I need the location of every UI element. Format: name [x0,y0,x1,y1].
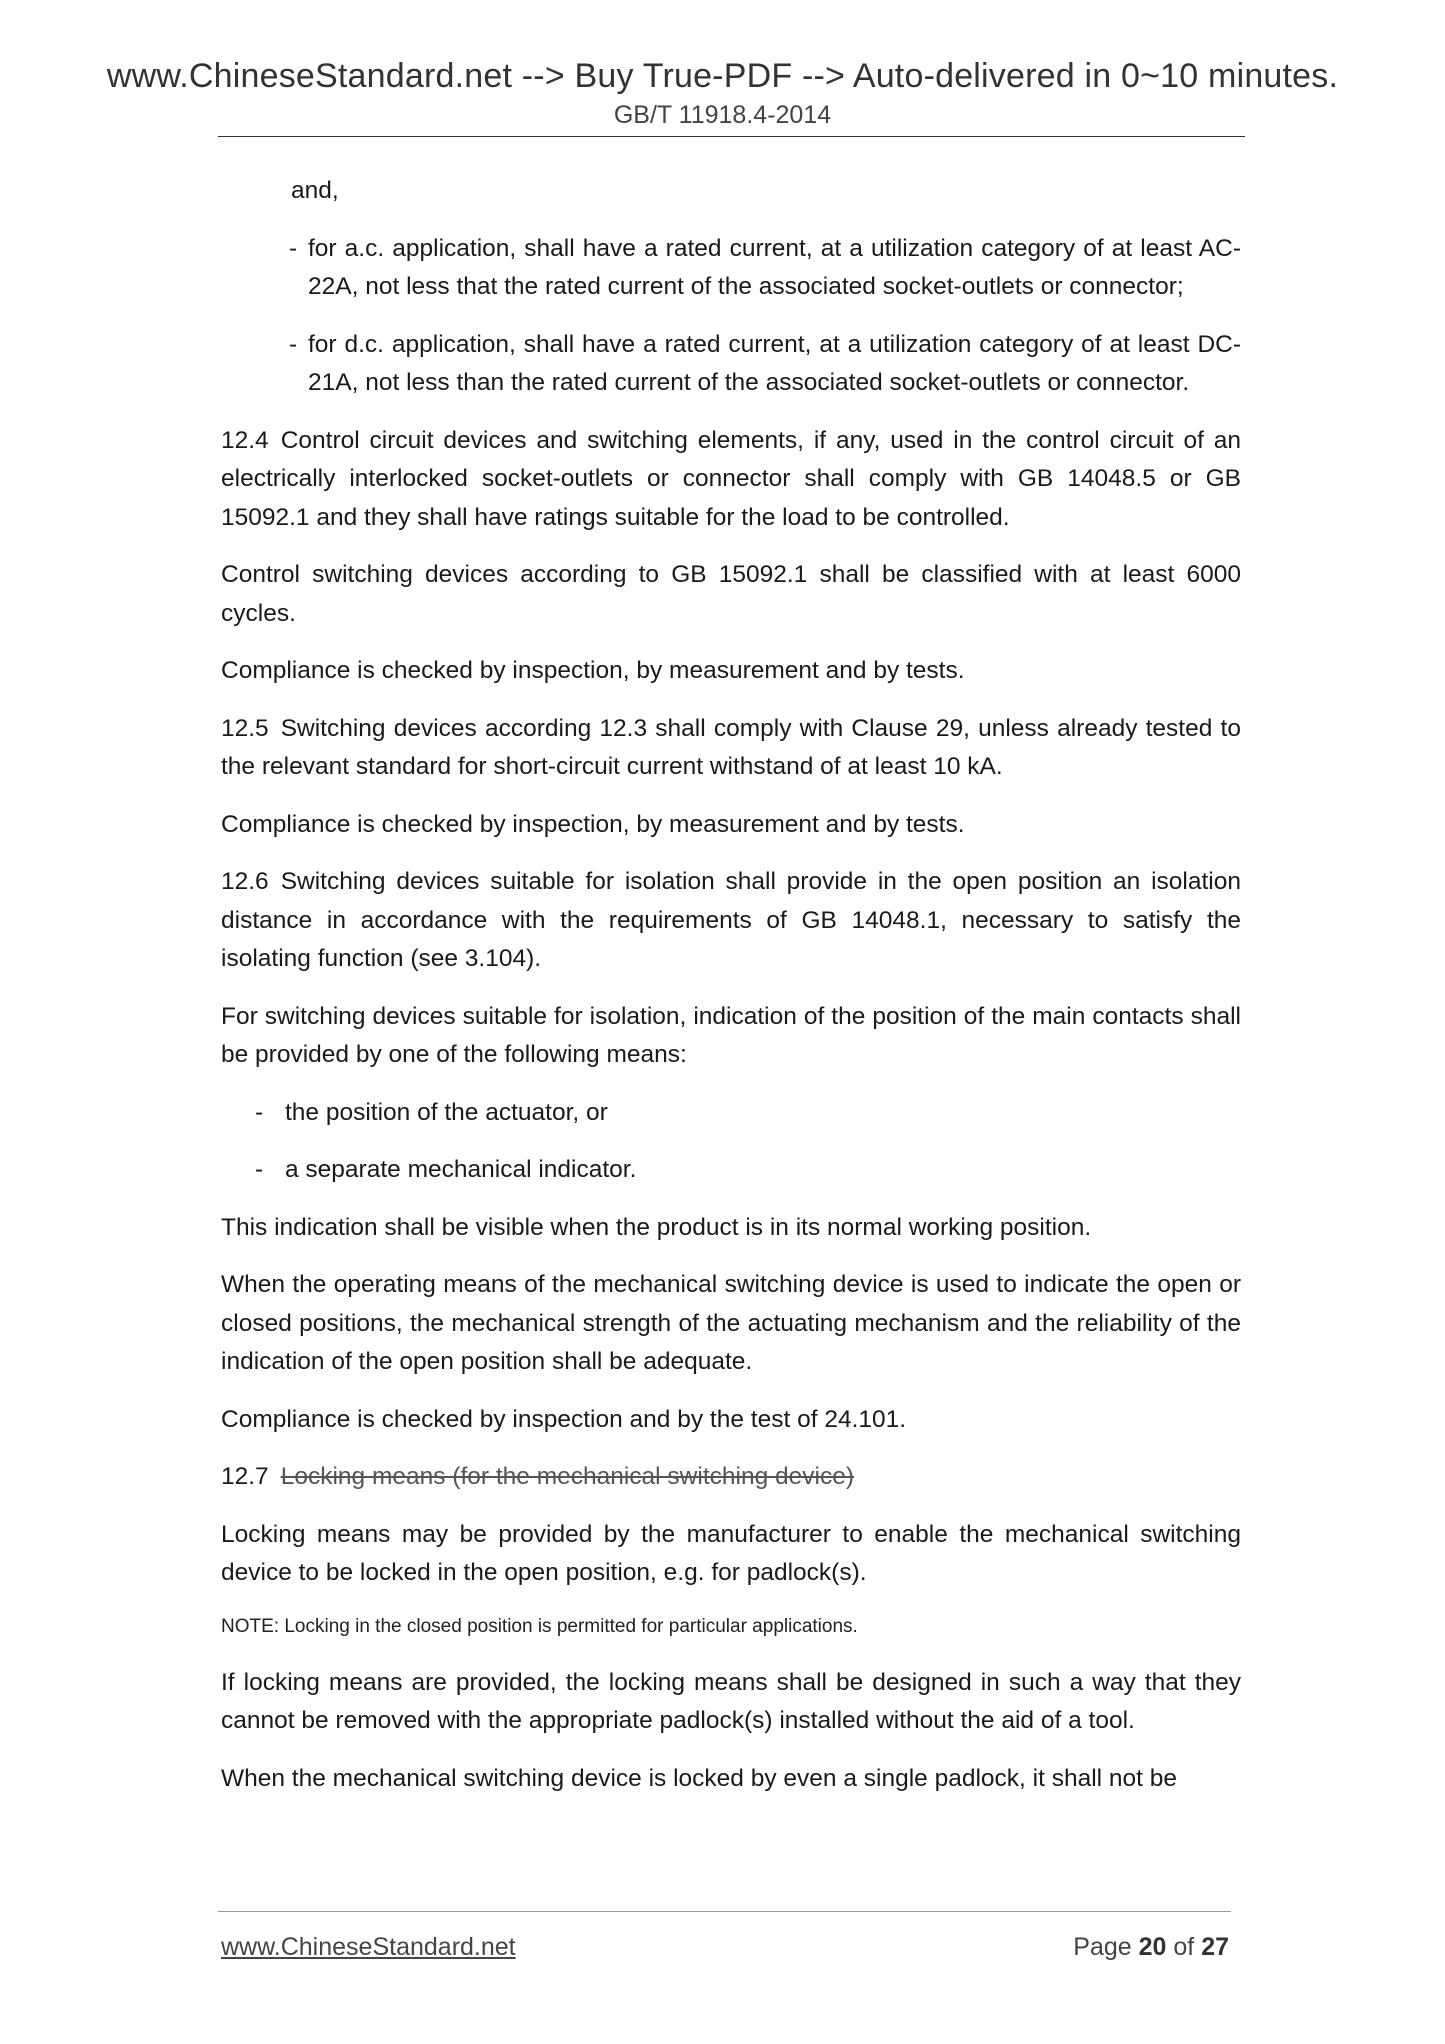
list-item-actuator [221,1094,1241,1133]
clause-12-6 [221,863,1241,979]
clause-12-5-compliance: Compliance is checked by inspection, by measurement and by tests. [221,810,965,838]
clause-12-5 [221,710,1241,787]
clause-12-4-paragraph: Control switching devices according to GB 15092.1 shall be classified with at least 6000 cycles. [221,561,1241,627]
clause-12-7-heading [221,1458,1241,1497]
clause-12-6-visibility: This indication shall be visible when the product is in its normal working position. [221,1213,1092,1241]
standard-code: GB/T 11918.4-2014 [613,101,832,129]
clause-12-4-compliance: Compliance is checked by inspection, by measurement and by tests. [221,657,965,684]
dash-marker: - [255,1156,264,1183]
clause-12-7-removal: If locking means are provided, the locking means shall be designed in such a way that they cannot be removed with the appropriate padlock(s) installed without the aid of a tool. [221,1668,1241,1734]
list-item-text: a separate mechanical indicator. [285,1156,637,1183]
footer-site-link[interactable]: www.ChineseStandard.net [221,1933,516,1961]
clause-12-7-paragraph: Locking means may be provided by the manufacturer to enable the mechanical switching device to be locked in the open position, e.g. for padlock(s). [221,1520,1241,1586]
clause-12-7-padlock: When the mechanical switching device is locked by even a single padlock, it shall not be [221,1764,1178,1792]
footer-divider [218,1911,1231,1912]
clause-12-6-paragraph: For switching devices suitable for isolation, indication of the position of the main contacts shall be provided by one of the following means: [221,1002,1241,1068]
document-body [221,172,1241,1817]
site-banner: www.ChineseStandard.net --> Buy True-PDF --> Auto-delivered in 0~10 minutes. [106,57,1339,95]
clause-12-6-compliance: Compliance is checked by inspection and by the test of 24.101. [221,1405,907,1433]
list-item-text: the position of the actuator, or [285,1098,608,1126]
clause-text: Switching devices suitable for isolation shall provide in the open position an isolation distance in accordance with the requirements of GB 14048.1, necessary to satisfy the isolating function (see 3.104). [221,868,1241,972]
struck-title: Locking means (for the mechanical switching device) [280,1463,854,1490]
list-item-ac [221,230,1241,307]
header-divider [218,136,1245,137]
list-item-dc [221,326,1241,403]
clause-12-4 [221,422,1241,538]
clause-number: 12.4 [221,426,269,454]
dash-marker: - [255,1098,264,1126]
note: NOTE: Locking in the closed position is permitted for particular applications. [221,1615,858,1637]
list-item-text: for a.c. application, shall have a rated current, at a utilization category of at least AC-22A, not less that the rated current of the associated socket-outlets or connector; [308,234,1241,300]
of-word: of [1173,1933,1195,1961]
dash-marker: - [289,330,298,358]
page-word: Page [1073,1933,1132,1961]
dash-marker: - [289,234,298,262]
clause-number: 12.6 [221,868,269,895]
and-line: and, [291,177,339,204]
clause-text: Control circuit devices and switching elements, if any, used in the control circuit of an electrically interlocked socket-outlets or connector shall comply with GB 14048.5 or GB 15092.1 and they shall have ratings suitable for the load to be controlled. [221,426,1241,531]
list-item-indicator [221,1151,1241,1190]
list-item-text: for d.c. application, shall have a rated current, at a utilization category of at least DC-21A, not less than the rated current of the associated socket-outlets or connector. [308,330,1241,396]
clause-12-6-operating-means: When the operating means of the mechanical switching device is used to indicate the open or closed positions, the mechanical strength of the actuating mechanism and the reliability of the indication of the open position shall be adequate. [221,1271,1241,1375]
page-number: 20 [1138,1933,1167,1961]
page-indicator [1073,1932,1229,1962]
clause-number: 12.7 [221,1463,269,1490]
clause-text: Switching devices according 12.3 shall comply with Clause 29, unless already tested to the relevant standard for short-circuit current withstand of at least 10 kA. [221,714,1241,780]
page-total: 27 [1201,1933,1229,1961]
clause-number: 12.5 [221,714,269,742]
